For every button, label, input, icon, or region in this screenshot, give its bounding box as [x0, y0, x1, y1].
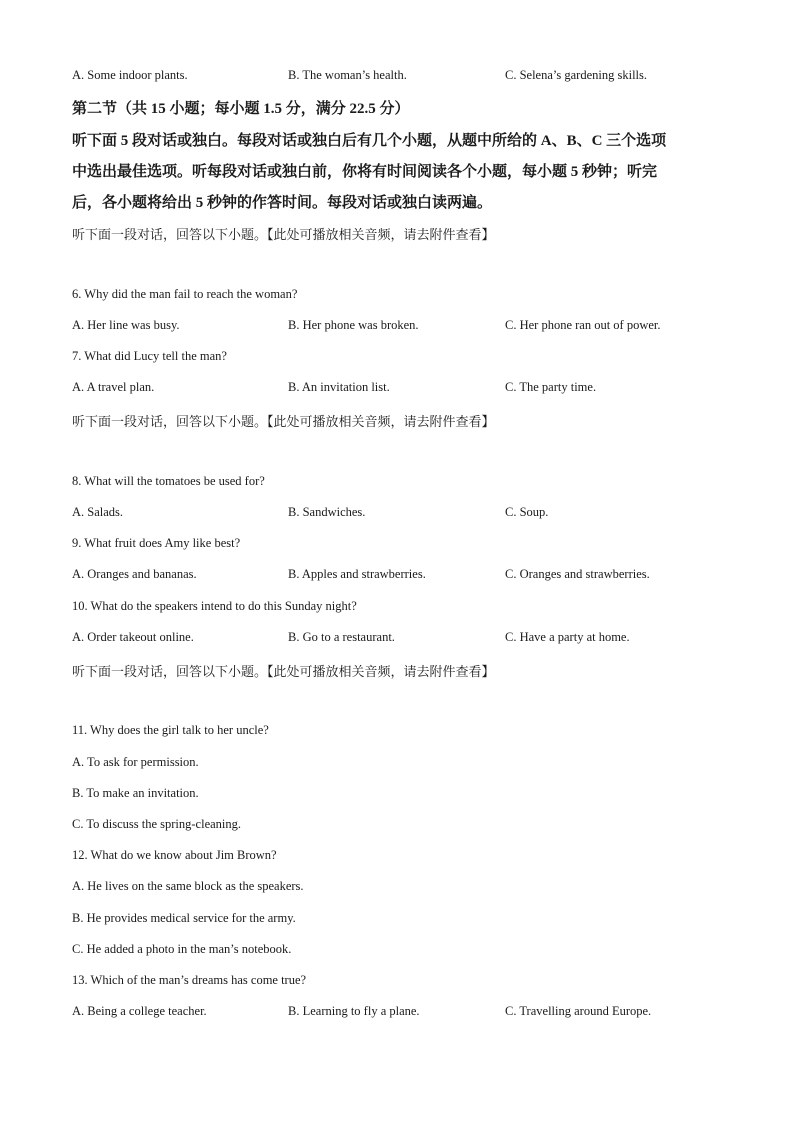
- q12-option-c: C. He added a photo in the man’s notebook.: [72, 942, 292, 956]
- audio-notice: 听下面一段对话，回答以下小题。【此处可播放相关音频，请去附件查看】: [72, 228, 495, 243]
- question-7: 7. What did Lucy tell the man?: [72, 349, 227, 363]
- q13-option-c: C. Travelling around Europe.: [505, 1004, 652, 1018]
- question-12: 12. What do we know about Jim Brown?: [72, 848, 277, 862]
- question-8: 8. What will the tomatoes be used for?: [72, 474, 265, 488]
- q9-option-a: A. Oranges and bananas.: [72, 567, 197, 581]
- question-6: 6. Why did the man fail to reach the woman?: [72, 287, 298, 301]
- q12-option-b: B. He provides medical service for the army.: [72, 911, 296, 925]
- section-instructions-line-3: 后，各小题将给出 5 秒钟的作答时间。每段对话或独白读两遍。: [72, 195, 493, 211]
- section-instructions-line-1: 听下面 5 段对话或独白。每段对话或独白后有几个小题，从题中所给的 A、B、C 三个选项: [72, 133, 667, 149]
- q6-option-a: A. Her line was busy.: [72, 318, 180, 332]
- q7-option-c: C. The party time.: [505, 380, 597, 394]
- q5-option-b: B. The woman’s health.: [288, 68, 407, 82]
- q13-option-a: A. Being a college teacher.: [72, 1004, 207, 1018]
- q12-option-a: A. He lives on the same block as the speakers.: [72, 879, 304, 893]
- section-instructions-line-2: 中选出最佳选项。听每段对话或独白前，你将有时间阅读各个小题，每小题 5 秒钟；听完: [72, 164, 658, 180]
- q11-option-c: C. To discuss the spring-cleaning.: [72, 817, 242, 831]
- question-13: 13. Which of the man’s dreams has come true?: [72, 973, 307, 987]
- question-9: 9. What fruit does Amy like best?: [72, 536, 241, 550]
- q8-option-c: C. Soup.: [505, 505, 549, 519]
- q10-option-b: B. Go to a restaurant.: [288, 630, 395, 644]
- q5-option-a: A. Some indoor plants.: [72, 68, 188, 82]
- q6-option-c: C. Her phone ran out of power.: [505, 318, 661, 332]
- q10-option-a: A. Order takeout online.: [72, 630, 194, 644]
- section-heading: 第二节（共 15 小题；每小题 1.5 分，满分 22.5 分）: [72, 101, 410, 117]
- q7-option-b: B. An invitation list.: [288, 380, 390, 394]
- audio-notice: 听下面一段对话，回答以下小题。【此处可播放相关音频，请去附件查看】: [72, 415, 495, 430]
- q9-option-b: B. Apples and strawberries.: [288, 567, 426, 581]
- audio-notice: 听下面一段对话，回答以下小题。【此处可播放相关音频，请去附件查看】: [72, 665, 495, 680]
- q6-option-b: B. Her phone was broken.: [288, 318, 419, 332]
- question-11: 11. Why does the girl talk to her uncle?: [72, 723, 269, 737]
- q9-option-c: C. Oranges and strawberries.: [505, 567, 650, 581]
- q11-option-a: A. To ask for permission.: [72, 755, 199, 769]
- q10-option-c: C. Have a party at home.: [505, 630, 630, 644]
- q8-option-b: B. Sandwiches.: [288, 505, 366, 519]
- q5-option-c: C. Selena’s gardening skills.: [505, 68, 647, 82]
- q13-option-b: B. Learning to fly a plane.: [288, 1004, 420, 1018]
- q7-option-a: A. A travel plan.: [72, 380, 155, 394]
- question-10: 10. What do the speakers intend to do this Sunday night?: [72, 599, 357, 613]
- q11-option-b: B. To make an invitation.: [72, 786, 199, 800]
- q8-option-a: A. Salads.: [72, 505, 124, 519]
